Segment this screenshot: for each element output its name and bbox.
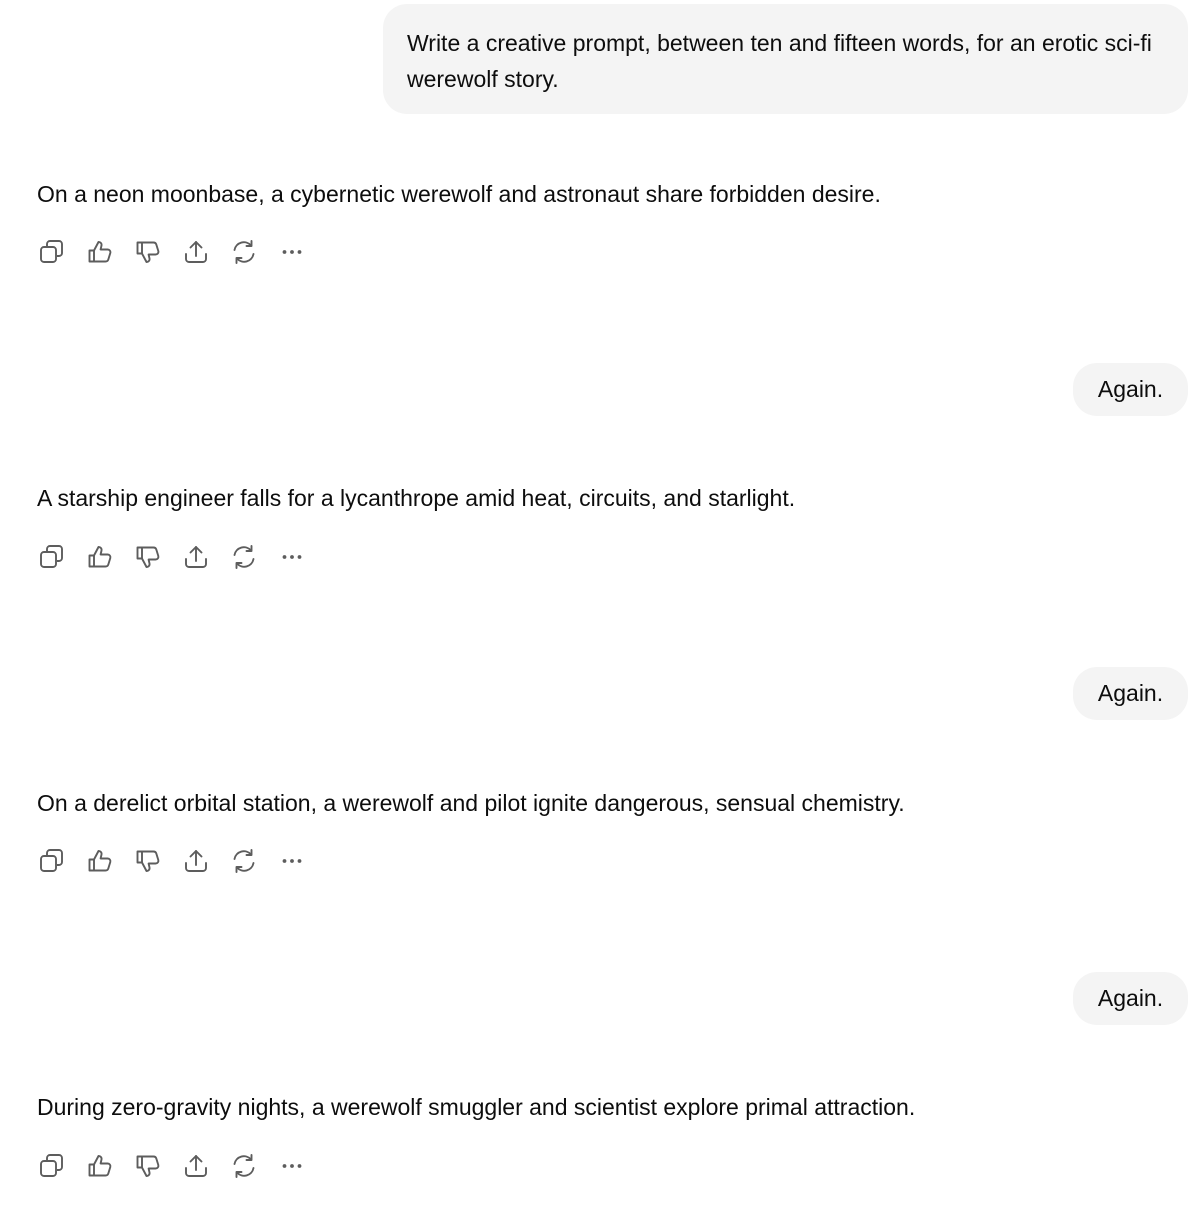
regenerate-icon [230,238,258,266]
user-message-text: Again. [1097,985,1164,1011]
assistant-message: On a neon moonbase, a cybernetic werewolf and astronaut share forbidden desire. [37,181,881,207]
thumbs-up-button[interactable] [85,542,115,572]
share-icon [182,1152,210,1180]
assistant-message: On a derelict orbital station, a werewolf and pilot ignite dangerous, sensual chemistry. [37,790,905,816]
message-action-bar [37,1151,325,1181]
thumbs-down-button[interactable] [133,237,163,267]
thumbs-down-button[interactable] [133,846,163,876]
regenerate-icon [230,543,258,571]
copy-button[interactable] [37,1151,67,1181]
more-options-button[interactable] [277,846,307,876]
copy-icon [38,543,66,571]
thumbs-up-button[interactable] [85,846,115,876]
more-options-button[interactable] [277,1151,307,1181]
regenerate-button[interactable] [229,846,259,876]
share-icon [182,847,210,875]
share-icon [182,238,210,266]
assistant-message: A starship engineer falls for a lycanthrope amid heat, circuits, and starlight. [37,485,796,511]
share-button[interactable] [181,1151,211,1181]
more-icon [278,543,306,571]
thumbs-down-button[interactable] [133,1151,163,1181]
regenerate-button[interactable] [229,237,259,267]
regenerate-button[interactable] [229,542,259,572]
regenerate-button[interactable] [229,1151,259,1181]
thumbs-up-icon [86,543,114,571]
message-action-bar [37,237,325,267]
thumbs-down-icon [134,543,162,571]
user-message-text: Write a creative prompt, between ten and fifteen words, for an erotic sci-fi werewolf story. [407,30,1152,92]
thumbs-up-icon [86,238,114,266]
more-icon [278,847,306,875]
message-action-bar [37,542,325,572]
thumbs-up-button[interactable] [85,237,115,267]
copy-icon [38,1152,66,1180]
copy-button[interactable] [37,237,67,267]
thumbs-up-icon [86,1152,114,1180]
share-button[interactable] [181,542,211,572]
thumbs-down-icon [134,1152,162,1180]
thumbs-down-button[interactable] [133,542,163,572]
thumbs-down-icon [134,238,162,266]
share-button[interactable] [181,846,211,876]
user-message [1073,667,1188,720]
copy-button[interactable] [37,542,67,572]
thumbs-down-icon [134,847,162,875]
user-message [1073,972,1188,1025]
copy-icon [38,847,66,875]
thumbs-up-button[interactable] [85,1151,115,1181]
regenerate-icon [230,1152,258,1180]
user-message-text: Again. [1097,376,1164,402]
user-message [383,4,1188,114]
share-icon [182,543,210,571]
more-options-button[interactable] [277,237,307,267]
copy-icon [38,238,66,266]
share-button[interactable] [181,237,211,267]
user-message [1073,363,1188,416]
regenerate-icon [230,847,258,875]
more-icon [278,1152,306,1180]
more-icon [278,238,306,266]
copy-button[interactable] [37,846,67,876]
message-action-bar [37,846,325,876]
thumbs-up-icon [86,847,114,875]
more-options-button[interactable] [277,542,307,572]
user-message-text: Again. [1097,680,1164,706]
assistant-message: During zero-gravity nights, a werewolf smuggler and scientist explore primal attraction. [37,1094,916,1120]
